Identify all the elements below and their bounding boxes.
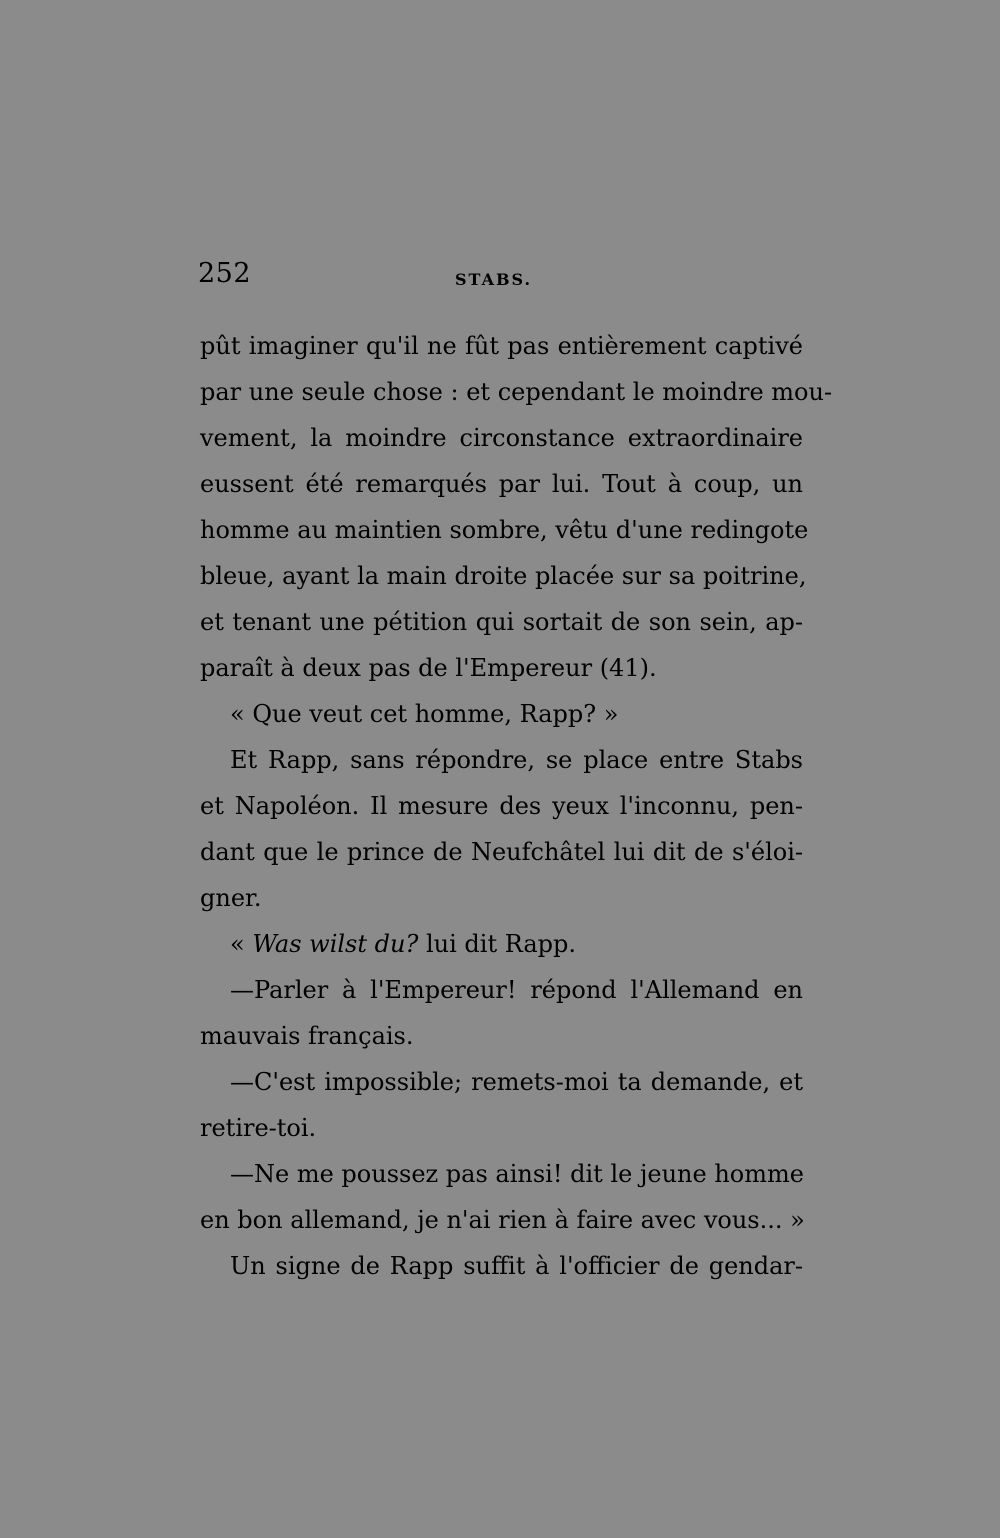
italic-phrase: Was wilst du?: [252, 930, 419, 958]
text-line: et Napoléon. Il mesure des yeux l'inconnu, pen-: [200, 792, 803, 820]
text-line: gner.: [200, 884, 262, 912]
text-line: mauvais français.: [200, 1022, 414, 1050]
page-number: 252: [198, 258, 252, 289]
text-line: paraît à deux pas de l'Empereur (41).: [200, 654, 657, 682]
text-line: dant que le prince de Neufchâtel lui dit de s'éloi-: [200, 838, 803, 866]
text-line: —C'est impossible; remets-moi ta demande, et: [230, 1068, 803, 1096]
text-line: « Que veut cet homme, Rapp? »: [230, 700, 619, 728]
text-line: pût imaginer qu'il ne fût pas entièrement captivé: [200, 332, 803, 360]
text-line: Un signe de Rapp suffit à l'officier de gendar-: [230, 1252, 803, 1280]
text-line: vement, la moindre circonstance extraordinaire: [200, 424, 803, 452]
running-title: STABS.: [455, 270, 533, 289]
text-line: bleue, ayant la main droite placée sur sa poitrine,: [200, 562, 807, 590]
text-line: par une seule chose : et cependant le moindre mou-: [200, 378, 833, 406]
body-text: [200, 323, 833, 1289]
text-line: eussent été remarqués par lui. Tout à coup, un: [200, 470, 803, 498]
text-line: —Parler à l'Empereur! répond l'Allemand en: [230, 976, 803, 1004]
quote-mark: «: [230, 930, 253, 958]
text-line: retire-toi.: [200, 1114, 317, 1142]
text-line: et tenant une pétition qui sortait de son sein, ap-: [200, 608, 803, 636]
text-line: Et Rapp, sans répondre, se place entre Stabs: [230, 746, 803, 774]
text-line: en bon allemand, je n'ai rien à faire avec vous... »: [200, 1206, 805, 1234]
text-line: homme au maintien sombre, vêtu d'une redingote: [200, 516, 809, 544]
text-fragment: lui dit Rapp.: [425, 930, 577, 958]
text-line: —Ne me poussez pas ainsi! dit le jeune homme: [230, 1160, 804, 1188]
text-line: [200, 921, 803, 967]
